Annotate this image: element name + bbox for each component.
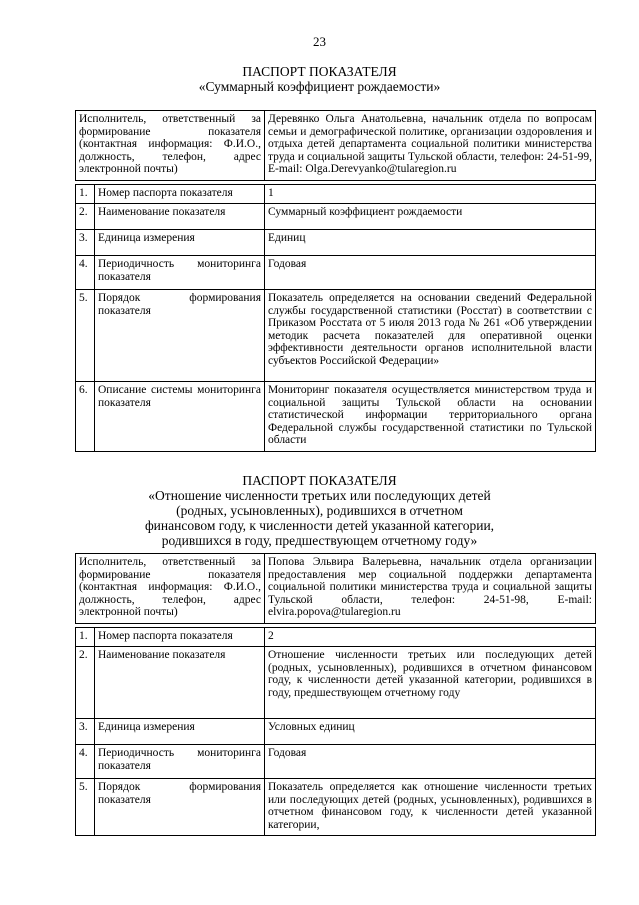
table-row [76, 204, 596, 230]
row-label: Номер паспорта показателя [95, 184, 265, 204]
passport2-title: ПАСПОРТ ПОКАЗАТЕЛЯ [242, 473, 397, 488]
table-row [76, 230, 596, 256]
row-label: Описание системы мониторинга показателя [95, 382, 265, 452]
row-label: Периодичность мониторинга показателя [95, 745, 265, 779]
passport2-heading [0, 473, 639, 548]
passport1-heading [0, 64, 639, 94]
row-value: 1 [265, 184, 596, 204]
row-label: Единица измерения [95, 230, 265, 256]
table-row [76, 719, 596, 745]
row-number: 3. [76, 719, 95, 745]
row-value: Годовая [265, 745, 596, 779]
table-row [76, 745, 596, 779]
executor-label: Исполнитель, ответственный за формирование показателя (контактная информация: Ф.И.О., должность, телефон, адрес электронной почты) [76, 111, 265, 181]
passport2-subtitle-line: родившихся в году, предшествующем отчетному году» [161, 533, 478, 548]
row-value: Годовая [265, 256, 596, 290]
passport2-table [75, 553, 596, 836]
table-row [76, 290, 596, 382]
passport2-subtitle-line: (родных, усыновленных), родившихся в отчетном [176, 503, 463, 518]
row-value: Отношение численности третьих или последующих детей (родных, усыновленных), родившихся в отчетном финансовом году, к численности детей указанной категории, родившихся в году, предшествующем отчетному году [265, 647, 596, 719]
table-row [76, 647, 596, 719]
row-label: Единица измерения [95, 719, 265, 745]
row-label: Периодичность мониторинга показателя [95, 256, 265, 290]
row-value: Показатель определяется на основании сведений Федеральной службы государственной статистики (Росстат) в соответствии с Приказом Росстата от 5 июля 2013 года № 261 «Об утверждении методик расчета показателей для оперативной оценки эффективности деятельности органов исполнительной власти субъектов Российской Федерации» [265, 290, 596, 382]
row-label: Наименование показателя [95, 204, 265, 230]
row-number: 2. [76, 204, 95, 230]
executor-row [76, 554, 596, 624]
row-number: 5. [76, 290, 95, 382]
executor-value: Деревянко Ольга Анатольевна, начальник отдела по вопросам семьи и демографической политике, организации оздоровления и отдыха детей департамента социальной политики министерства труда и социальной защиты Тульской области, телефон: 24-51-99, E-mail: Olga.Derevyanko@tularegion.ru [265, 111, 596, 181]
row-number: 4. [76, 256, 95, 290]
row-value: Единиц [265, 230, 596, 256]
page-number: 23 [313, 34, 326, 49]
passport1-table [75, 110, 596, 452]
table-row [76, 627, 596, 647]
passport1-subtitle: «Суммарный коэффициент рождаемости» [198, 79, 441, 94]
row-value: Показатель определяется как отношение численности третьих или последующих детей (родных, усыновленных), родившихся в отчетном финансовом году, к численности детей указанной категории, [265, 779, 596, 836]
row-number: 6. [76, 382, 95, 452]
executor-value: Попова Эльвира Валерьевна, начальник отдела организации предоставления мер социальной поддержки департамента социальной политики министерства труда и социальной защиты Тульской области, телефон: 24-51-98, E-mail: elvira.popova@tularegion.ru [265, 554, 596, 624]
table-row [76, 184, 596, 204]
row-number: 1. [76, 184, 95, 204]
passport2-subtitle-line: финансовом году, к численности детей указанной категории, [144, 518, 495, 533]
table-row [76, 256, 596, 290]
table-row [76, 382, 596, 452]
row-label: Наименование показателя [95, 647, 265, 719]
passport2-subtitle-line: «Отношение численности третьих или последующих детей [148, 488, 491, 503]
passport1-title: ПАСПОРТ ПОКАЗАТЕЛЯ [242, 64, 397, 79]
row-number: 4. [76, 745, 95, 779]
row-label: Порядок формирования показателя [95, 290, 265, 382]
row-value: Условных единиц [265, 719, 596, 745]
row-number: 2. [76, 647, 95, 719]
row-number: 5. [76, 779, 95, 836]
row-value: 2 [265, 627, 596, 647]
executor-label: Исполнитель, ответственный за формирование показателя (контактная информация: Ф.И.О., должность, телефон, адрес электронной почты) [76, 554, 265, 624]
row-label: Номер паспорта показателя [95, 627, 265, 647]
row-label: Порядок формирования показателя [95, 779, 265, 836]
table-row [76, 779, 596, 836]
row-number: 3. [76, 230, 95, 256]
row-value: Мониторинг показателя осуществляется министерством труда и социальной защиты Тульской области на основании статистической информации территориального органа Федеральной службы государственной статистики по Тульской области [265, 382, 596, 452]
row-value: Суммарный коэффициент рождаемости [265, 204, 596, 230]
executor-row [76, 111, 596, 181]
row-number: 1. [76, 627, 95, 647]
